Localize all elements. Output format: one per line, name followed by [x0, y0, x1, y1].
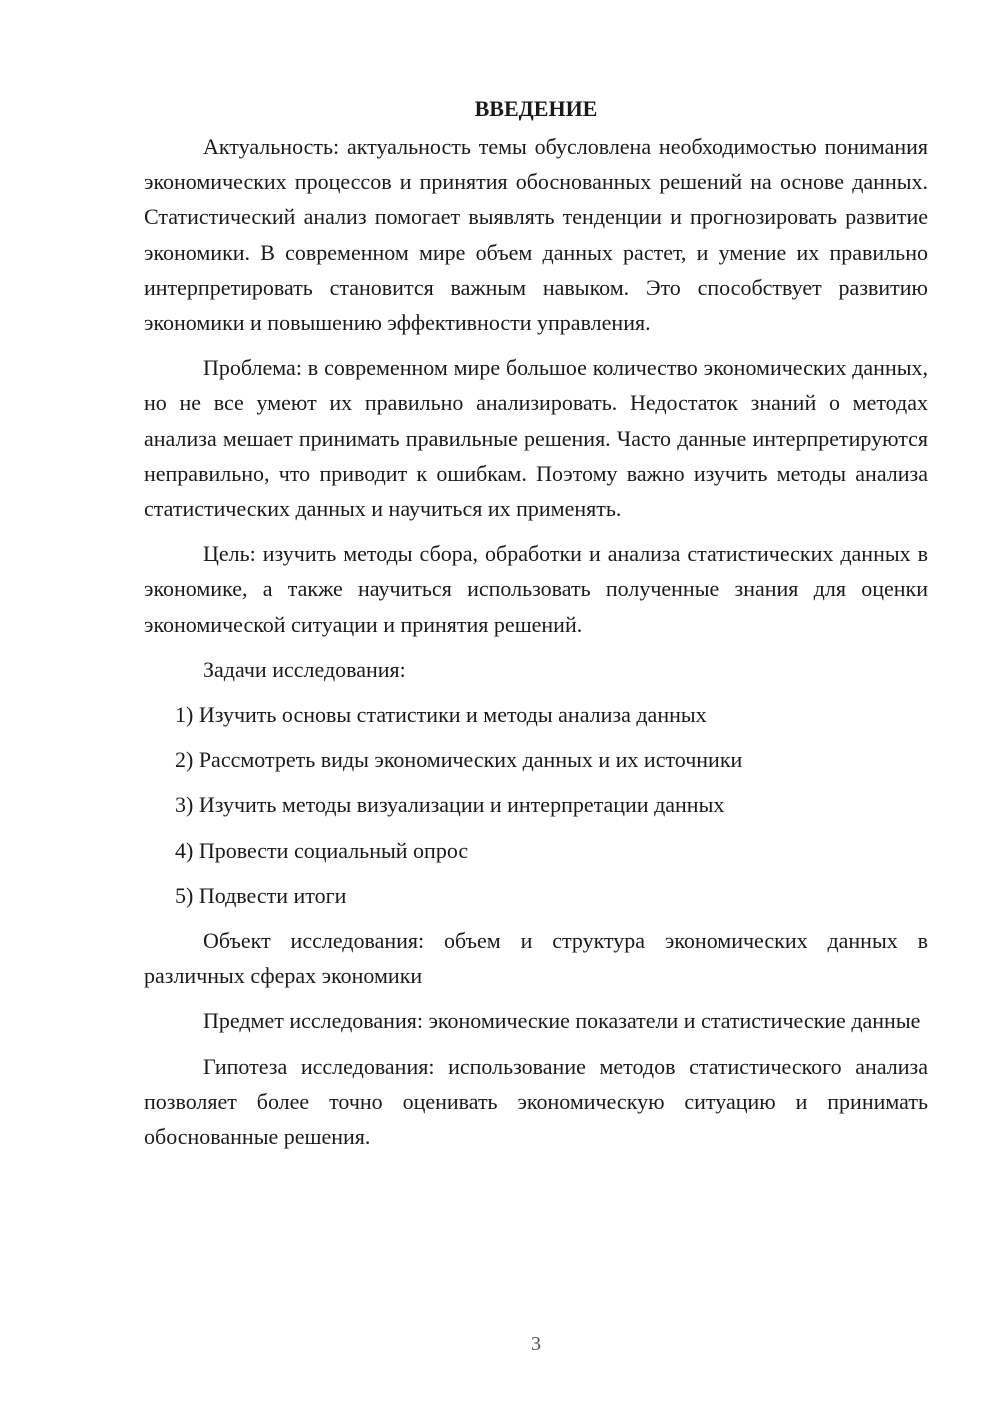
section-heading: ВВЕДЕНИЕ: [474, 96, 598, 121]
task-item: 5) Подвести итоги: [175, 882, 347, 908]
paragraph-relevance: Актуальность: актуальность темы обусловлена необходимостью понимания экономических процессов и принятия обоснованных решений на основе данных. Статистический анализ помогает выявлять тенденции и прогнозировать развитие экономики. В современном мире объем данных растет, и умение их правильно интерпретировать становится важным навыком. Это способствует развитию экономики и повышению эффективности управления.: [144, 134, 928, 336]
document-body: [144, 94, 928, 1154]
paragraph-hypothesis: Гипотеза исследования: использование методов статистического анализа позволяет более точно оценивать экономическую ситуацию и принимать обоснованные решения.: [144, 1053, 928, 1150]
task-item: 2) Рассмотреть виды экономических данных и их источники: [175, 747, 743, 773]
paragraph-object: Объект исследования: объем и структура экономических данных в различных сферах экономики: [144, 928, 928, 989]
tasks-label: Задачи исследования:: [203, 656, 406, 682]
task-item: 4) Провести социальный опрос: [175, 837, 469, 863]
task-item: 3) Изучить методы визуализации и интерпретации данных: [175, 792, 725, 818]
task-list: [144, 697, 928, 913]
paragraph-subject: Предмет исследования: экономические показатели и статистические данные: [203, 1008, 921, 1034]
paragraph-goal: Цель: изучить методы сбора, обработки и анализа статистических данных в экономике, а также научиться использовать полученные знания для оценки экономической ситуации и принятия решений.: [144, 541, 928, 637]
paragraph-problem: Проблема: в современном мире большое количество экономических данных, но не все умеют их правильно анализировать. Недостаток знаний о методах анализа мешает принимать правильные решения. Часто данные интерпретируются неправильно, что приводит к ошибкам. Поэтому важно изучить методы анализа статистических данных и научиться их применять.: [144, 355, 928, 522]
task-item: 1) Изучить основы статистики и методы анализа данных: [175, 702, 707, 728]
page-number: 3: [531, 1333, 541, 1355]
